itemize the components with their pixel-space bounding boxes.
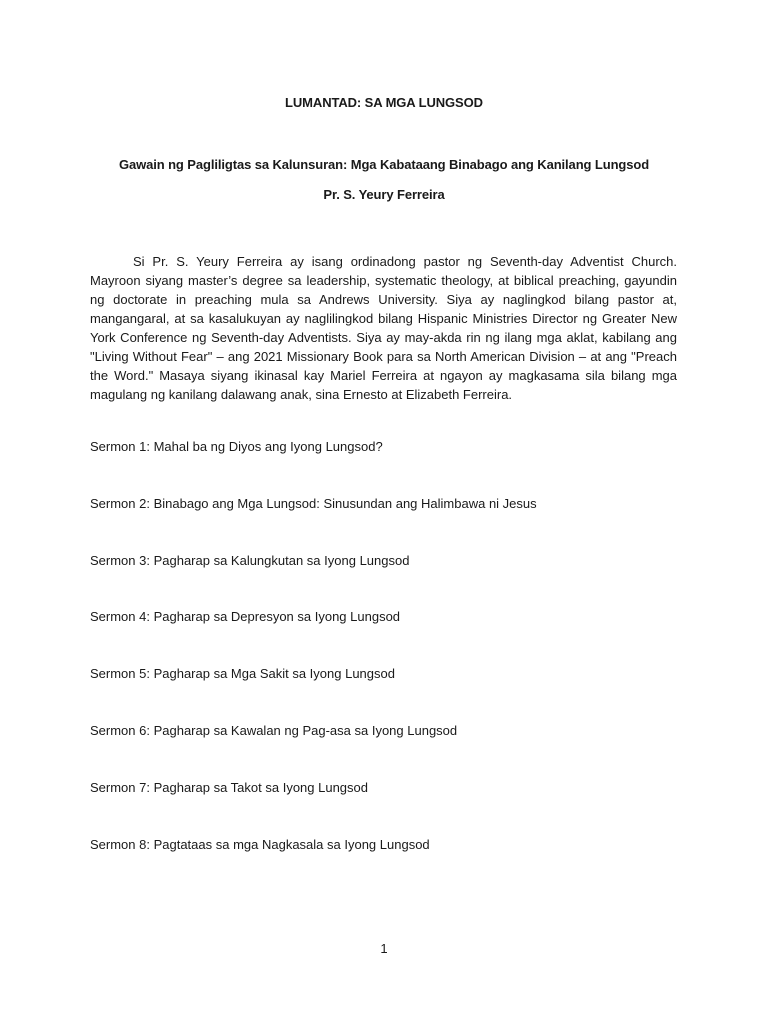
document-subtitle: Gawain ng Pagliligtas sa Kalunsuran: Mga Kabataang Binabago ang Kanilang Lungsod xyxy=(118,157,650,172)
sermon-item-1: Sermon 1: Mahal ba ng Diyos ang Iyong Lungsod? xyxy=(90,439,383,454)
sermon-item-7: Sermon 7: Pagharap sa Takot sa Iyong Lungsod xyxy=(90,779,369,795)
sermon-item-2: Sermon 2: Binabago ang Mga Lungsod: Sinusundan ang Halimbawa ni Jesus xyxy=(90,495,537,511)
author-bio-paragraph: Si Pr. S. Yeury Ferreira ay isang ordinadong pastor ng Seventh-day Adventist Church. Mayroon siyang master’s degree sa leadership, systematic theology, at biblical preaching, gayundin ng doctorate in preaching mula sa Andrews University. Siya ay naglingkod bilang pastor at, mangangaral, at sa kasalukuyan ay naglilingkod bilang Hispanic Ministries Director ng Greater New York Conference ng Seventh-day Adventists. Siya ay may-akda rin ng ilang mga aklat, kabilang ang "Living Without Fear" – ang 2021 Missionary Book para sa North American Division – at ang "Preach the Word." Masaya siyang ikinasal kay Mariel Ferreira at ngayon ay magkasama sila bilang mga magulang ng kanilang dalawang anak, sina Ernesto at Elizabeth Ferreira. xyxy=(90,254,677,402)
page-number: 1 xyxy=(380,941,388,956)
sermon-item-3: Sermon 3: Pagharap sa Kalungkutan sa Iyong Lungsod xyxy=(90,552,410,568)
sermon-item-8: Sermon 8: Pagtataas sa mga Nagkasala sa Iyong Lungsod xyxy=(90,836,430,852)
document-title: LUMANTAD: SA MGA LUNGSOD xyxy=(285,95,483,110)
sermon-item-5: Sermon 5: Pagharap sa Mga Sakit sa Iyong Lungsod xyxy=(90,666,395,682)
sermon-list xyxy=(90,439,690,893)
sermon-item-4: Sermon 4: Pagharap sa Depresyon sa Iyong Lungsod xyxy=(90,609,401,625)
author-name: Pr. S. Yeury Ferreira xyxy=(323,187,445,202)
sermon-item-6: Sermon 6: Pagharap sa Kawalan ng Pag-asa sa Iyong Lungsod xyxy=(90,722,458,738)
